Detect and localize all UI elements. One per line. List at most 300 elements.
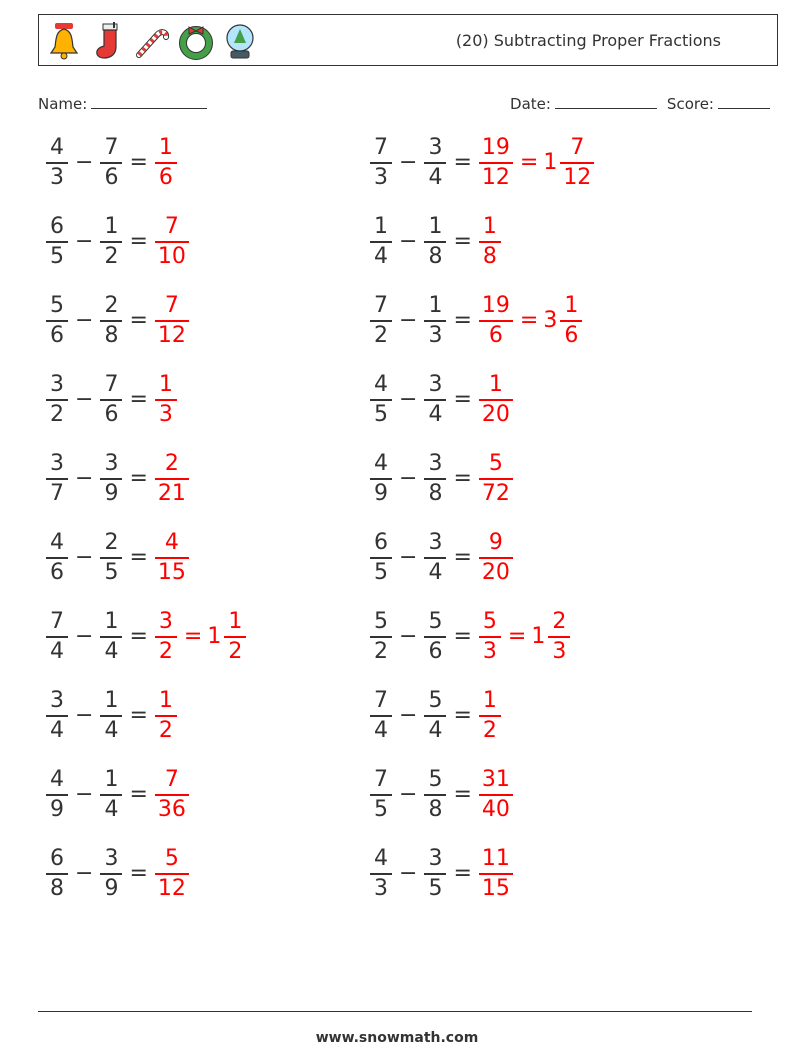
score-blank[interactable] (718, 94, 770, 109)
minuend-fraction-numerator: 4 (50, 135, 64, 161)
minuend-fraction-denominator: 5 (374, 559, 388, 585)
answer-fraction-denominator: 20 (481, 401, 510, 427)
subtrahend-fraction-numerator: 7 (104, 135, 119, 161)
minuend-fraction (370, 688, 392, 744)
minuend-fraction-denominator: 5 (374, 796, 388, 822)
problem-15 (44, 684, 179, 748)
minuend-fraction-numerator: 4 (374, 846, 388, 872)
footer-url: www.snowmath.com (315, 1030, 479, 1046)
answer-fraction-bar (479, 636, 501, 638)
answer-equals-sign: = (519, 150, 539, 175)
answer-fraction-numerator: 1 (158, 135, 173, 161)
subtrahend-fraction-denominator: 9 (104, 480, 119, 506)
mixed-fraction-part-bar (560, 320, 582, 322)
answer-fraction-denominator: 15 (481, 875, 510, 901)
answer-fraction-denominator: 10 (157, 243, 186, 269)
minus-sign: − (399, 545, 418, 570)
mixed-fraction-part (548, 609, 570, 665)
minuend-fraction-bar (46, 241, 68, 243)
answer-fraction-bar (155, 241, 189, 243)
subtrahend-fraction-numerator: 3 (104, 451, 119, 477)
problem-12 (368, 526, 515, 590)
name-blank[interactable] (91, 94, 207, 109)
subtrahend-fraction-numerator: 3 (428, 846, 443, 872)
answer-equals-sign: = (519, 308, 539, 333)
answer-fraction-bar (479, 399, 513, 401)
footer-divider (38, 1011, 752, 1012)
subtrahend-fraction-numerator: 1 (104, 214, 119, 240)
answer-fraction-numerator: 5 (164, 846, 179, 872)
problem-3 (44, 210, 191, 274)
answer-fraction (479, 609, 501, 665)
minuend-fraction-bar (370, 557, 392, 559)
subtrahend-fraction-denominator: 8 (428, 796, 443, 822)
answer-fraction-denominator: 3 (482, 638, 497, 664)
minuend-fraction-denominator: 3 (50, 164, 64, 190)
minuend-fraction-numerator: 5 (374, 609, 388, 635)
minuend-fraction-denominator: 9 (374, 480, 388, 506)
minuend-fraction (370, 767, 392, 823)
answer-fraction-numerator: 5 (482, 609, 497, 635)
minuend-fraction-bar (370, 399, 392, 401)
subtrahend-fraction-denominator: 4 (104, 717, 119, 743)
subtrahend-fraction-numerator: 3 (428, 451, 443, 477)
answer-fraction-numerator: 3 (158, 609, 173, 635)
answer-fraction-denominator: 12 (157, 322, 186, 348)
mixed-fraction-part-numerator: 1 (564, 293, 579, 319)
answer-fraction-bar (155, 478, 189, 480)
answer-fraction-bar (155, 794, 189, 796)
mixed-fraction-part (560, 293, 582, 349)
minus-sign: − (399, 150, 418, 175)
subtrahend-fraction-bar (100, 715, 122, 717)
minus-sign: − (399, 387, 418, 412)
problem-13 (44, 605, 248, 669)
minuend-fraction-denominator: 4 (374, 243, 388, 269)
minus-sign: − (399, 703, 418, 728)
answer-fraction-numerator: 7 (164, 214, 179, 240)
subtrahend-fraction-denominator: 6 (428, 638, 443, 664)
problem-17 (44, 763, 191, 827)
answer-fraction-numerator: 19 (481, 293, 510, 319)
mixed-fraction-part-bar (224, 636, 246, 638)
problem-10 (368, 447, 515, 511)
answer-fraction-numerator: 19 (481, 135, 510, 161)
equals-sign: = (129, 150, 148, 175)
subtrahend-fraction (424, 135, 446, 191)
equals-sign: = (129, 782, 148, 807)
subtrahend-fraction-bar (100, 399, 122, 401)
equals-sign: = (129, 466, 148, 491)
subtrahend-fraction-denominator: 8 (428, 243, 443, 269)
worksheet-title: (20) Subtracting Proper Fractions (455, 31, 721, 50)
answer-fraction-bar (155, 873, 189, 875)
minuend-fraction-denominator: 4 (50, 717, 64, 743)
problem-4 (368, 210, 503, 274)
minuend-fraction (46, 451, 68, 507)
minuend-fraction-denominator: 9 (50, 796, 64, 822)
answer-fraction (479, 372, 513, 428)
mixed-fraction-part-denominator: 2 (228, 638, 243, 664)
mixed-fraction-part-denominator: 6 (564, 322, 579, 348)
subtrahend-fraction-numerator: 2 (104, 293, 119, 319)
answer-fraction (155, 451, 189, 507)
equals-sign: = (129, 861, 148, 886)
subtrahend-fraction-denominator: 8 (428, 480, 443, 506)
mixed-fraction-part-bar (548, 636, 570, 638)
answer-fraction-bar (155, 399, 177, 401)
subtrahend-fraction (100, 846, 122, 902)
subtrahend-fraction-bar (424, 241, 446, 243)
mixed-whole-part: 3 (543, 308, 558, 333)
answer-fraction-bar (155, 557, 189, 559)
subtrahend-fraction-denominator: 6 (104, 401, 119, 427)
problem-14 (368, 605, 572, 669)
answer-fraction-bar (155, 320, 189, 322)
mixed-fraction-part-denominator: 3 (552, 638, 567, 664)
answer-fraction-denominator: 12 (481, 164, 510, 190)
minuend-fraction-numerator: 7 (374, 135, 388, 161)
answer-fraction-denominator: 3 (158, 401, 173, 427)
subtrahend-fraction-bar (100, 557, 122, 559)
subtrahend-fraction-numerator: 3 (428, 135, 443, 161)
mixed-whole-part: 1 (207, 624, 222, 649)
minuend-fraction-numerator: 5 (50, 293, 64, 319)
minus-sign: − (75, 466, 94, 491)
minuend-fraction-denominator: 5 (50, 243, 64, 269)
minuend-fraction-bar (46, 320, 68, 322)
equals-sign: = (453, 387, 472, 412)
equals-sign: = (129, 545, 148, 570)
wreath-icon (177, 21, 215, 61)
date-label: Date: (510, 95, 551, 113)
subtrahend-fraction-numerator: 1 (428, 214, 443, 240)
subtrahend-fraction (424, 451, 446, 507)
answer-fraction-numerator: 4 (164, 530, 179, 556)
subtrahend-fraction-numerator: 3 (104, 846, 119, 872)
answer-fraction-bar (155, 636, 177, 638)
answer-fraction-denominator: 2 (158, 717, 173, 743)
minus-sign: − (75, 545, 94, 570)
subtrahend-fraction-numerator: 2 (104, 530, 119, 556)
minuend-fraction-denominator: 3 (374, 875, 388, 901)
minuend-fraction-bar (46, 399, 68, 401)
candy-cane-icon (133, 21, 171, 61)
subtrahend-fraction (100, 767, 122, 823)
minuend-fraction-bar (46, 715, 68, 717)
name-field (38, 94, 207, 113)
answer-fraction (155, 846, 189, 902)
minuend-fraction (370, 214, 392, 270)
minuend-fraction (370, 293, 392, 349)
minuend-fraction-denominator: 6 (50, 322, 64, 348)
mixed-number-answer (543, 131, 596, 195)
answer-fraction-denominator: 21 (157, 480, 186, 506)
answer-fraction-numerator: 5 (488, 451, 503, 477)
answer-fraction-denominator: 12 (157, 875, 186, 901)
minuend-fraction-bar (46, 478, 68, 480)
answer-fraction (155, 530, 189, 586)
minuend-fraction (46, 609, 68, 665)
subtrahend-fraction-numerator: 5 (428, 688, 443, 714)
minuend-fraction (370, 530, 392, 586)
minuend-fraction-denominator: 2 (50, 401, 64, 427)
minuend-fraction-numerator: 3 (50, 451, 64, 477)
minus-sign: − (399, 861, 418, 886)
problem-8 (368, 368, 515, 432)
minuend-fraction (370, 609, 392, 665)
minuend-fraction-bar (46, 636, 68, 638)
subtrahend-fraction-denominator: 6 (104, 164, 119, 190)
answer-fraction (155, 688, 177, 744)
equals-sign: = (453, 624, 472, 649)
equals-sign: = (453, 150, 472, 175)
minus-sign: − (75, 861, 94, 886)
subtrahend-fraction-denominator: 4 (428, 401, 443, 427)
minuend-fraction (46, 135, 68, 191)
answer-fraction (155, 214, 189, 270)
stocking-icon (89, 21, 127, 61)
subtrahend-fraction-numerator: 3 (428, 530, 443, 556)
minuend-fraction-denominator: 4 (50, 638, 64, 664)
equals-sign: = (129, 703, 148, 728)
subtrahend-fraction-denominator: 9 (104, 875, 119, 901)
subtrahend-fraction (100, 214, 122, 270)
problem-7 (44, 368, 179, 432)
minuend-fraction (46, 688, 68, 744)
subtrahend-fraction (424, 767, 446, 823)
subtrahend-fraction-bar (100, 320, 122, 322)
equals-sign: = (129, 229, 148, 254)
subtrahend-fraction-numerator: 7 (104, 372, 119, 398)
minuend-fraction-numerator: 4 (374, 372, 388, 398)
subtrahend-fraction (424, 214, 446, 270)
subtrahend-fraction-bar (424, 557, 446, 559)
minuend-fraction-bar (370, 715, 392, 717)
answer-fraction (479, 688, 501, 744)
answer-fraction-numerator: 1 (482, 214, 497, 240)
minuend-fraction-bar (370, 162, 392, 164)
minus-sign: − (399, 624, 418, 649)
answer-fraction (479, 214, 501, 270)
subtrahend-fraction-denominator: 5 (104, 559, 119, 585)
minuend-fraction-bar (370, 794, 392, 796)
minuend-fraction-numerator: 6 (50, 846, 64, 872)
subtrahend-fraction-bar (100, 162, 122, 164)
answer-fraction (155, 372, 177, 428)
answer-fraction (479, 135, 513, 191)
minuend-fraction-denominator: 7 (50, 480, 64, 506)
answer-fraction (479, 767, 513, 823)
bell-icon (45, 21, 83, 61)
problem-19 (44, 842, 191, 906)
subtrahend-fraction (100, 451, 122, 507)
answer-fraction-denominator: 36 (157, 796, 186, 822)
minuend-fraction-numerator: 7 (374, 688, 388, 714)
subtrahend-fraction-numerator: 5 (428, 767, 443, 793)
subtrahend-fraction (424, 609, 446, 665)
problem-2 (368, 131, 596, 195)
minuend-fraction-numerator: 7 (374, 767, 388, 793)
minus-sign: − (399, 308, 418, 333)
subtrahend-fraction-bar (424, 399, 446, 401)
name-label: Name: (38, 95, 88, 113)
minuend-fraction (370, 451, 392, 507)
minus-sign: − (75, 624, 94, 649)
minus-sign: − (75, 387, 94, 412)
minus-sign: − (75, 703, 94, 728)
minuend-fraction (46, 293, 68, 349)
subtrahend-fraction-numerator: 5 (428, 609, 443, 635)
subtrahend-fraction-numerator: 1 (104, 767, 119, 793)
icon-strip (45, 21, 259, 61)
minuend-fraction-numerator: 1 (374, 214, 388, 240)
subtrahend-fraction (424, 846, 446, 902)
minus-sign: − (399, 229, 418, 254)
minuend-fraction (370, 846, 392, 902)
answer-fraction (155, 609, 177, 665)
answer-fraction (155, 135, 177, 191)
answer-fraction-bar (479, 478, 513, 480)
minuend-fraction-numerator: 6 (374, 530, 388, 556)
minuend-fraction (46, 530, 68, 586)
equals-sign: = (453, 861, 472, 886)
minuend-fraction-bar (370, 873, 392, 875)
subtrahend-fraction-bar (424, 636, 446, 638)
answer-fraction-numerator: 31 (481, 767, 510, 793)
minuend-fraction (370, 372, 392, 428)
date-score-field (510, 94, 770, 113)
answer-fraction-denominator: 2 (158, 638, 173, 664)
minuend-fraction-numerator: 4 (50, 767, 64, 793)
minus-sign: − (399, 782, 418, 807)
answer-fraction-numerator: 7 (164, 293, 179, 319)
answer-fraction-denominator: 6 (158, 164, 173, 190)
problem-5 (44, 289, 191, 353)
mixed-fraction-part-numerator: 1 (228, 609, 243, 635)
mixed-number-answer (543, 289, 584, 353)
answer-fraction-denominator: 2 (482, 717, 497, 743)
minus-sign: − (75, 229, 94, 254)
minuend-fraction-bar (46, 794, 68, 796)
answer-fraction-bar (479, 557, 513, 559)
minus-sign: − (399, 466, 418, 491)
subtrahend-fraction-numerator: 1 (104, 609, 119, 635)
minuend-fraction (46, 372, 68, 428)
snow-globe-icon (221, 21, 259, 61)
answer-fraction (155, 767, 189, 823)
minuend-fraction (46, 846, 68, 902)
mixed-fraction-part-bar (560, 162, 594, 164)
minuend-fraction-numerator: 7 (374, 293, 388, 319)
subtrahend-fraction-bar (424, 873, 446, 875)
equals-sign: = (129, 387, 148, 412)
minuend-fraction-denominator: 5 (374, 401, 388, 427)
minuend-fraction-numerator: 4 (374, 451, 388, 477)
answer-fraction (479, 293, 513, 349)
subtrahend-fraction-bar (424, 478, 446, 480)
subtrahend-fraction-numerator: 1 (428, 293, 443, 319)
answer-fraction-numerator: 11 (481, 846, 510, 872)
subtrahend-fraction-denominator: 4 (428, 559, 443, 585)
answer-fraction-numerator: 9 (488, 530, 503, 556)
answer-fraction-bar (479, 162, 513, 164)
subtrahend-fraction-bar (424, 715, 446, 717)
minuend-fraction (46, 767, 68, 823)
equals-sign: = (129, 308, 148, 333)
subtrahend-fraction-denominator: 8 (104, 322, 119, 348)
subtrahend-fraction (100, 372, 122, 428)
answer-fraction-denominator: 72 (481, 480, 510, 506)
minuend-fraction-denominator: 8 (50, 875, 64, 901)
subtrahend-fraction-numerator: 1 (104, 688, 119, 714)
answer-fraction (155, 293, 189, 349)
minuend-fraction-denominator: 2 (374, 322, 388, 348)
answer-equals-sign: = (183, 624, 203, 649)
minuend-fraction-bar (370, 478, 392, 480)
equals-sign: = (453, 545, 472, 570)
answer-fraction-numerator: 2 (164, 451, 179, 477)
equals-sign: = (453, 703, 472, 728)
answer-fraction-bar (479, 715, 501, 717)
subtrahend-fraction-bar (424, 162, 446, 164)
subtrahend-fraction-numerator: 3 (428, 372, 443, 398)
minuend-fraction-denominator: 2 (374, 638, 388, 664)
subtrahend-fraction-denominator: 4 (428, 717, 443, 743)
subtrahend-fraction-denominator: 2 (104, 243, 119, 269)
minuend-fraction-bar (370, 636, 392, 638)
subtrahend-fraction (100, 688, 122, 744)
subtrahend-fraction-bar (100, 873, 122, 875)
minuend-fraction-numerator: 3 (50, 372, 64, 398)
equals-sign: = (453, 466, 472, 491)
minuend-fraction-bar (46, 557, 68, 559)
mixed-fraction-part-denominator: 12 (563, 164, 592, 190)
minuend-fraction-denominator: 6 (50, 559, 64, 585)
subtrahend-fraction (100, 530, 122, 586)
answer-fraction-numerator: 1 (158, 372, 173, 398)
answer-fraction-denominator: 15 (157, 559, 186, 585)
answer-fraction (479, 846, 513, 902)
minus-sign: − (75, 308, 94, 333)
mixed-whole-part: 1 (531, 624, 546, 649)
minuend-fraction-numerator: 6 (50, 214, 64, 240)
score-label: Score: (666, 95, 714, 113)
answer-fraction-denominator: 8 (482, 243, 497, 269)
subtrahend-fraction (100, 135, 122, 191)
subtrahend-fraction-bar (100, 478, 122, 480)
answer-fraction-numerator: 1 (488, 372, 503, 398)
date-blank[interactable] (555, 94, 657, 109)
answer-equals-sign: = (507, 624, 527, 649)
minuend-fraction-numerator: 3 (50, 688, 64, 714)
problem-18 (368, 763, 515, 827)
subtrahend-fraction (424, 688, 446, 744)
subtrahend-fraction (424, 372, 446, 428)
answer-fraction-numerator: 7 (164, 767, 179, 793)
subtrahend-fraction-denominator: 5 (428, 875, 443, 901)
problem-9 (44, 447, 191, 511)
mixed-fraction-part (560, 135, 594, 191)
answer-fraction-denominator: 40 (481, 796, 510, 822)
subtrahend-fraction (100, 609, 122, 665)
subtrahend-fraction-denominator: 4 (104, 638, 119, 664)
subtrahend-fraction-bar (100, 636, 122, 638)
answer-fraction-bar (479, 241, 501, 243)
answer-fraction-denominator: 6 (488, 322, 503, 348)
subtrahend-fraction-denominator: 4 (428, 164, 443, 190)
header-box (38, 14, 778, 66)
